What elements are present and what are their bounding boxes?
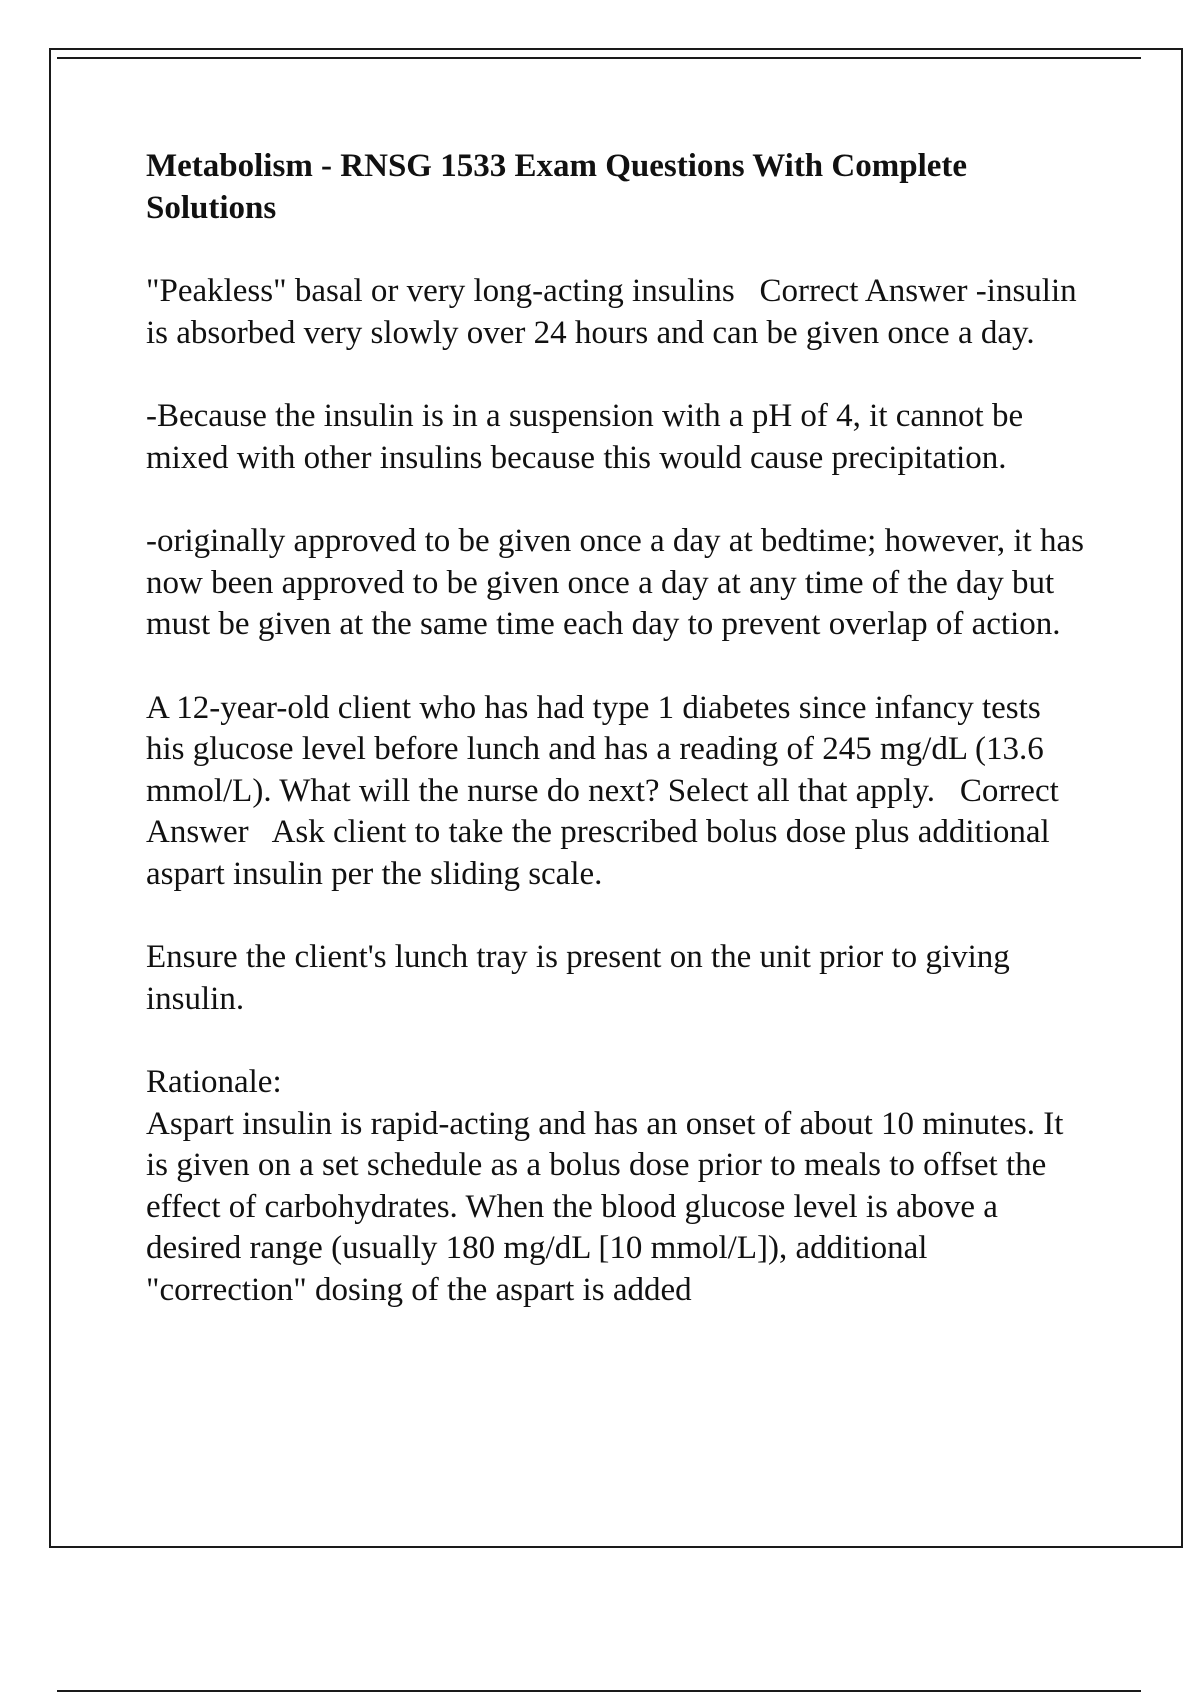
document-body: [146, 146, 1086, 1311]
rationale-text: Aspart insulin is rapid-acting and has an onset of about 10 minutes. It is given on a set schedule as a bolus dose prior to meals to offset the effect of carbohydrates. When the blood glucose level is above a desired range (usually 180 mg/dL [10 mmol/L]), additional "correction" dosing of the aspart is added: [146, 1105, 1064, 1308]
footer-rule: [57, 1690, 1141, 1692]
question-text: "Peakless" basal or very long-acting insulins: [146, 273, 735, 309]
answer-text: Ask client to take the prescribed bolus dose plus additional aspart insulin per the sliding scale.: [146, 814, 1050, 892]
paragraph-suspension: -Because the insulin is in a suspension with a pH of 4, it cannot be mixed with other insulins because this would cause precipitation.: [146, 398, 1024, 476]
answer-text: -insulin is absorbed very slowly over 24 hours and can be given once a day.: [146, 273, 1077, 351]
rationale-label: Rationale:: [146, 1064, 282, 1100]
qa-item-1: [146, 271, 1086, 354]
answer-label: Correct Answer: [759, 273, 968, 309]
header-rule: [57, 57, 1141, 59]
paragraph-bedtime: -originally approved to be given once a day at bedtime; however, it has now been approved to be given once a day at any time of the day but must be given at the same time each day to prevent overlap of action.: [146, 523, 1084, 642]
question-text: A 12-year-old client who has had type 1 diabetes since infancy tests his glucose level before lunch and has a reading of 245 mg/dL (13.6 mmol/L). What will the nurse do next? Select all that apply.: [146, 689, 1044, 809]
paragraph-lunch-tray: Ensure the client's lunch tray is present on the unit prior to giving insulin.: [146, 939, 1010, 1017]
document-title: Metabolism - RNSG 1533 Exam Questions With Complete Solutions: [146, 148, 968, 226]
qa-item-2: [146, 688, 1086, 896]
answer-label: Correct Answer: [146, 772, 1059, 850]
